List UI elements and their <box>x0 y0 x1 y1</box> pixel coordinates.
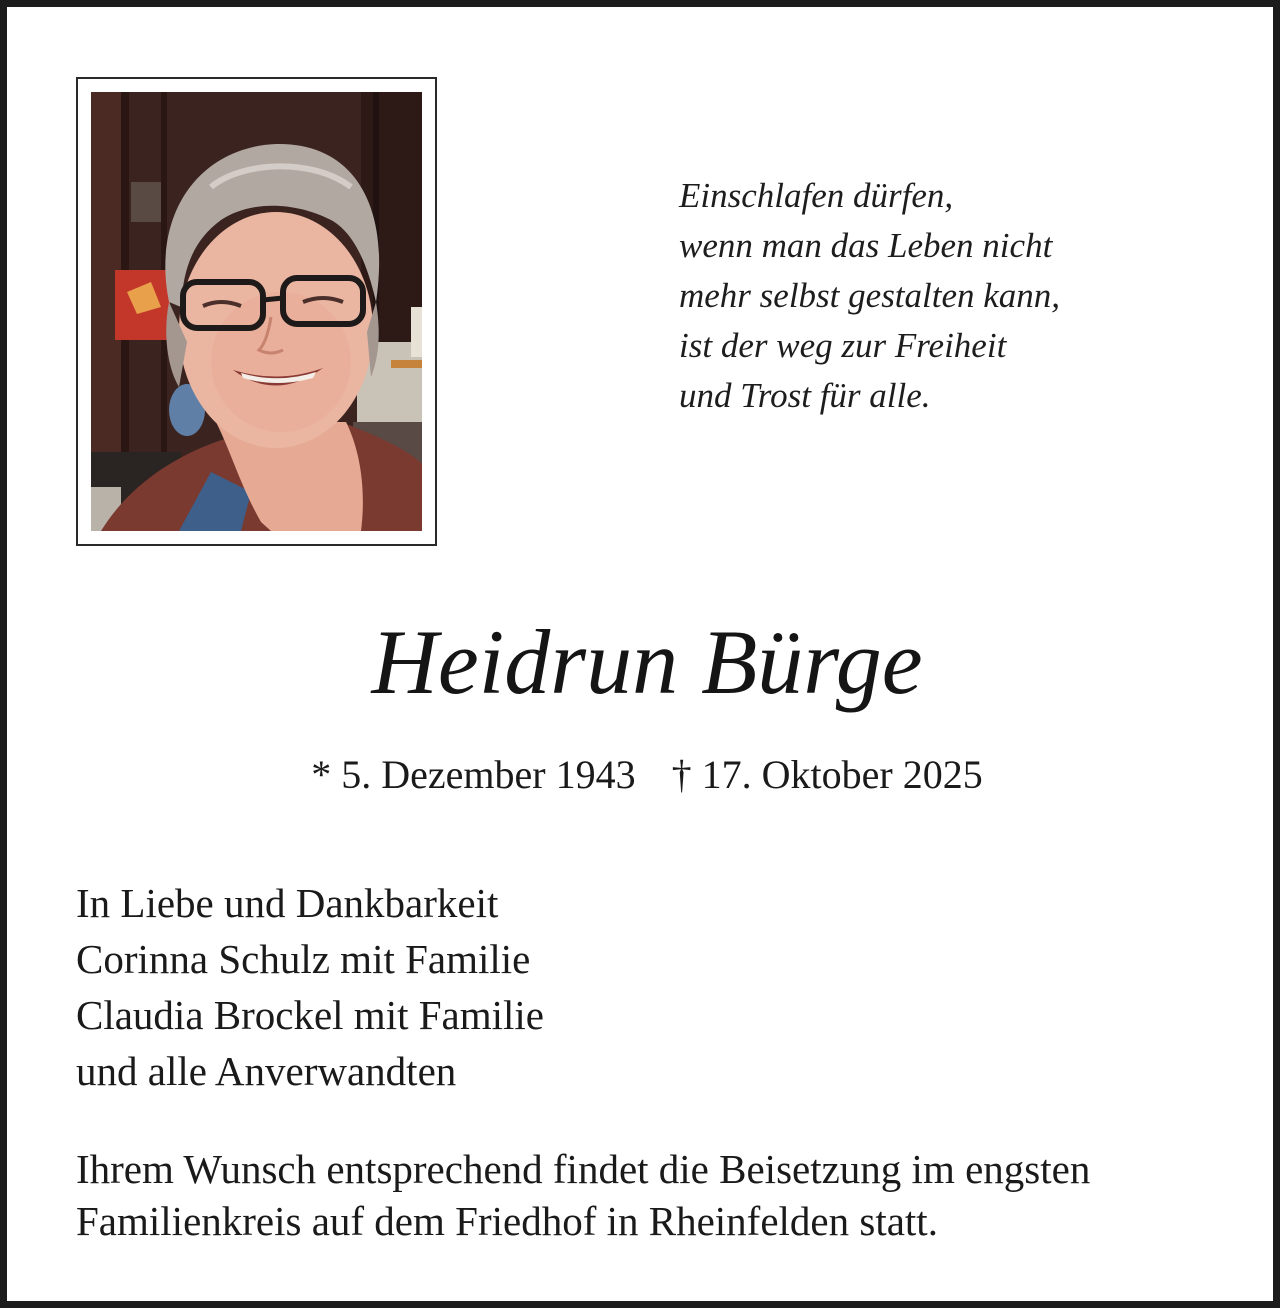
quote-line: ist der weg zur Freiheit <box>679 326 1007 365</box>
funeral-note-line: Ihrem Wunsch entsprechend findet die Beisetzung im engsten <box>76 1146 1091 1192</box>
quote-line: wenn man das Leben nicht <box>679 226 1053 265</box>
birth-date: * 5. Dezember 1943 <box>311 752 636 797</box>
funeral-note <box>76 1143 1256 1247</box>
life-dates <box>7 747 1280 803</box>
portrait-frame <box>76 77 437 546</box>
funeral-note-line: Familienkreis auf dem Friedhof in Rheinfelden statt. <box>76 1198 938 1244</box>
quote-line: mehr selbst gestalten kann, <box>679 276 1061 315</box>
portrait-photo <box>91 92 422 531</box>
mourner-line: Claudia Brockel mit Familie <box>76 992 544 1038</box>
mourner-line: und alle Anverwandten <box>76 1048 457 1094</box>
mourner-line: In Liebe und Dankbarkeit <box>76 880 499 926</box>
mourners-list <box>76 875 1176 1099</box>
quote-line: Einschlafen dürfen, <box>679 176 954 215</box>
memorial-quote <box>679 171 1239 421</box>
deceased-name: Heidrun Bürge <box>371 611 923 713</box>
quote-line: und Trost für alle. <box>679 376 931 415</box>
death-date: † 17. Oktober 2025 <box>671 752 983 797</box>
mourner-line: Corinna Schulz mit Familie <box>76 936 531 982</box>
